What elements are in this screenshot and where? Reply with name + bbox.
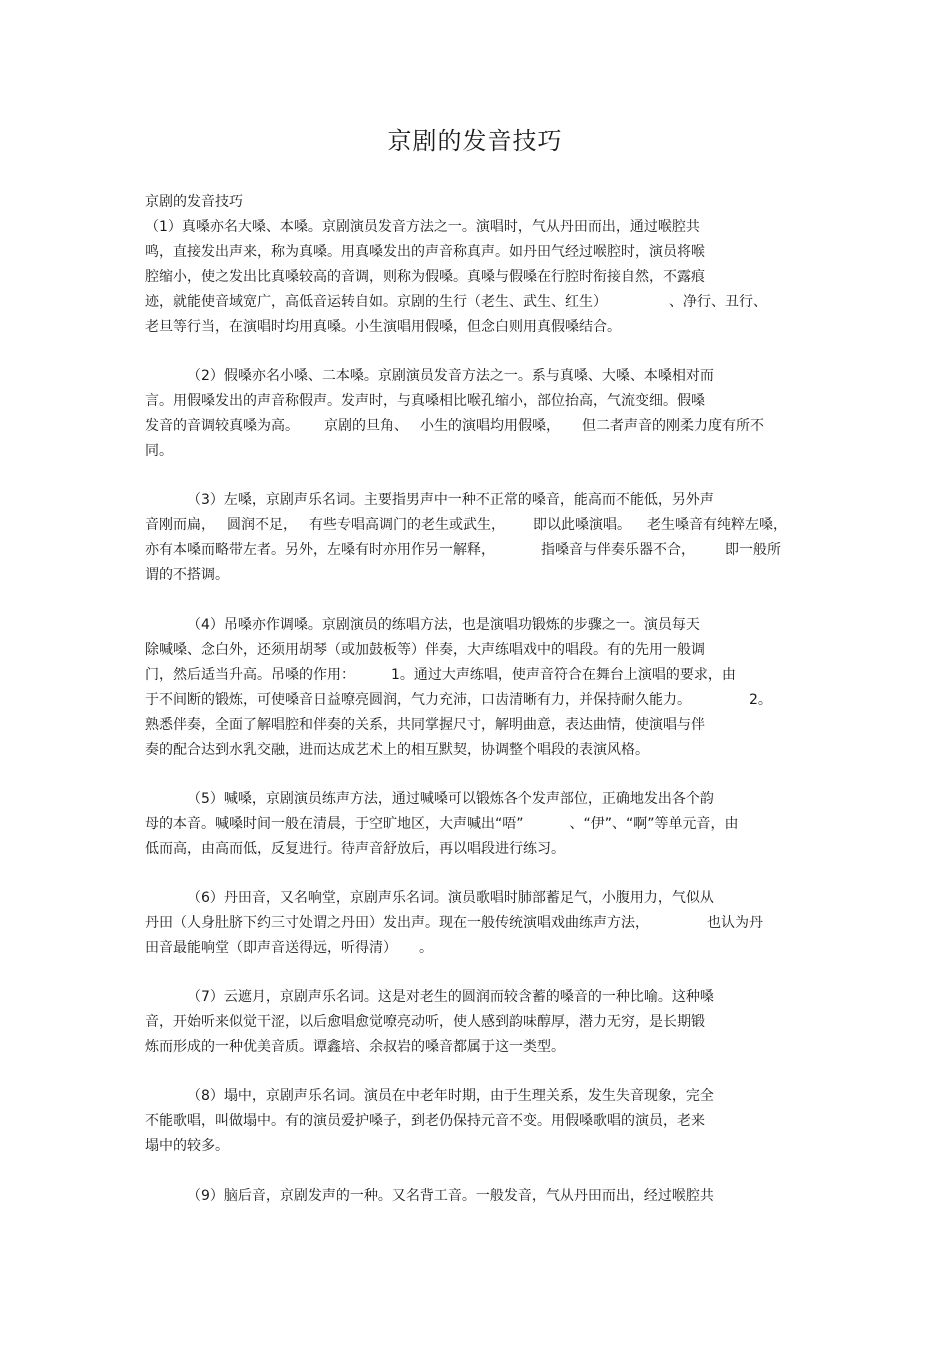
text-segment: 小生的演唱均用假嗓， xyxy=(420,418,560,434)
text-segment: 于不间断的锻炼，可使嗓音日益嘹亮圆润，气力充沛，口齿清晰有力，并保持耐久能力。 xyxy=(145,692,691,708)
paragraph-1-line-4 xyxy=(145,292,767,312)
text-segment: 发音的音调较真嗓为高。 xyxy=(145,418,299,434)
text-segment: 但二者声音的刚柔力度有所不 xyxy=(582,418,764,434)
paragraph-2-line-3 xyxy=(145,416,764,436)
text-segment: 、“伊”、“啊”等单元音，由 xyxy=(569,816,739,832)
paragraph-5-line-2 xyxy=(145,814,739,834)
text-segment: 。 xyxy=(419,940,433,956)
paragraph-7-line-2: 音，开始听来似觉干涩，以后愈唱愈觉嘹亮动听，使人感到韵味醇厚，潜力无穷，是长期锻 xyxy=(145,1014,705,1030)
paragraph-7-line-1: （7）云遮月，京剧声乐名词。这是对老生的圆润而较含蓄的嗓音的一种比喻。这种嗓 xyxy=(187,989,714,1005)
paragraph-6-line-1: （6）丹田音，又名响堂，京剧声乐名词。演员歌唱时肺部蓄足气，小腹用力，气似从 xyxy=(187,890,714,906)
text-segment: 1。通过大声练唱，使声音符合在舞台上演唱的要求，由 xyxy=(391,667,736,683)
text-segment: 即一般所 xyxy=(725,542,781,558)
paragraph-5-line-1: （5）喊嗓，京剧演员练声方法，通过喊嗓可以锻炼各个发声部位，正确地发出各个韵 xyxy=(187,791,714,807)
text-segment: 2。 xyxy=(749,692,772,708)
text-segment: 母的本音。喊嗓时间一般在清晨，于空旷地区，大声喊出“唔” xyxy=(145,816,524,832)
paragraph-2-line-4: 同。 xyxy=(145,443,173,459)
text-segment: 丹田（人身肚脐下约三寸处谓之丹田）发出声。现在一般传统演唱戏曲练声方法， xyxy=(145,915,649,931)
text-segment: 田音最能响堂（即声音送得远，听得清） xyxy=(145,940,397,956)
document-subtitle: 京剧的发音技巧 xyxy=(145,194,243,210)
paragraph-8-line-1: （8）塌中，京剧声乐名词。演员在中老年时期，由于生理关系，发生失音现象，完全 xyxy=(187,1088,714,1104)
paragraph-6-line-3 xyxy=(145,938,433,958)
paragraph-1-line-5: 老旦等行当，在演唱时均用真嗓。小生演唱用假嗓，但念白则用真假嗓结合。 xyxy=(145,319,621,335)
document-title: 京剧的发音技巧 xyxy=(387,127,563,155)
paragraph-1-line-3: 腔缩小，使之发出比真嗓较高的音调，则称为假嗓。真嗓与假嗓在行腔时衔接自然，不露痕 xyxy=(145,269,705,285)
text-segment: 有些专唱高调门的老生或武生， xyxy=(309,517,505,533)
paragraph-2-line-2: 言。用假嗓发出的声音称假声。发声时，与真嗓相比喉孔缩小，部位抬高，气流变细。假嗓 xyxy=(145,393,705,409)
text-segment: 、净行、丑行、 xyxy=(669,294,767,310)
paragraph-3-line-3 xyxy=(145,540,781,560)
paragraph-4-line-3 xyxy=(145,665,736,685)
text-segment: 亦有本嗓而略带左者。另外，左嗓有时亦用作另一解释， xyxy=(145,542,495,558)
text-segment: 门，然后适当升高。吊嗓的作用： xyxy=(145,667,355,683)
paragraph-9-line-1: （9）脑后音，京剧发声的一种。又名背工音。一般发音，气从丹田而出，经过喉腔共 xyxy=(187,1188,714,1204)
text-segment: 即以此嗓演唱。 xyxy=(533,517,631,533)
paragraph-1-line-1: （1）真嗓亦名大嗓、本嗓。京剧演员发音方法之一。演唱时，气从丹田而出，通过喉腔共 xyxy=(145,219,700,235)
paragraph-4-line-5: 熟悉伴奏，全面了解唱腔和伴奏的关系，共同掌握尺寸，解明曲意，表达曲情，使演唱与伴 xyxy=(145,717,705,733)
text-segment: 京剧的旦角、 xyxy=(324,418,408,434)
paragraph-3-line-1: （3）左嗓，京剧声乐名词。主要指男声中一种不正常的嗓音，能高而不能低，另外声 xyxy=(187,492,714,508)
paragraph-6-line-2 xyxy=(145,913,763,933)
paragraph-8-line-2: 不能歌唱，叫做塌中。有的演员爱护嗓子，到老仍保持元音不变。用假嗓歌唱的演员，老来 xyxy=(145,1113,705,1129)
text-segment: 也认为丹 xyxy=(707,915,763,931)
paragraph-5-line-3: 低而高，由高而低，反复进行。待声音舒放后，再以唱段进行练习。 xyxy=(145,841,565,857)
paragraph-4-line-4 xyxy=(145,690,772,710)
text-segment: 圆润不足， xyxy=(227,517,297,533)
paragraph-3-line-4: 谓的不搭调。 xyxy=(145,567,229,583)
text-segment: 迹，就能使音域宽广，高低音运转自如。京剧的生行（老生、武生、红生） xyxy=(145,294,607,310)
paragraph-1-line-2: 鸣，直接发出声来，称为真嗓。用真嗓发出的声音称真声。如丹田气经过喉腔时，演员将喉 xyxy=(145,244,705,260)
paragraph-4-line-2: 除喊嗓、念白外，还须用胡琴（或加鼓板等）伴奏，大声练唱戏中的唱段。有的先用一般调 xyxy=(145,642,705,658)
paragraph-4-line-1: （4）吊嗓亦作调嗓。京剧演员的练唱方法，也是演唱功锻炼的步骤之一。演员每天 xyxy=(187,617,700,633)
text-segment: 老生嗓音有纯粹左嗓， xyxy=(647,517,787,533)
paragraph-2-line-1: （2）假嗓亦名小嗓、二本嗓。京剧演员发音方法之一。系与真嗓、大嗓、本嗓相对而 xyxy=(187,368,714,384)
paragraph-3-line-2 xyxy=(145,515,787,535)
paragraph-7-line-3: 炼而形成的一种优美音质。谭鑫培、余叔岩的嗓音都属于这一类型。 xyxy=(145,1039,565,1055)
paragraph-8-line-3: 塌中的较多。 xyxy=(145,1138,229,1154)
text-segment: 音刚而扁， xyxy=(145,517,215,533)
paragraph-4-line-6: 奏的配合达到水乳交融，进而达成艺术上的相互默契，协调整个唱段的表演风格。 xyxy=(145,742,649,758)
text-segment: 指嗓音与伴奏乐器不合， xyxy=(541,542,695,558)
